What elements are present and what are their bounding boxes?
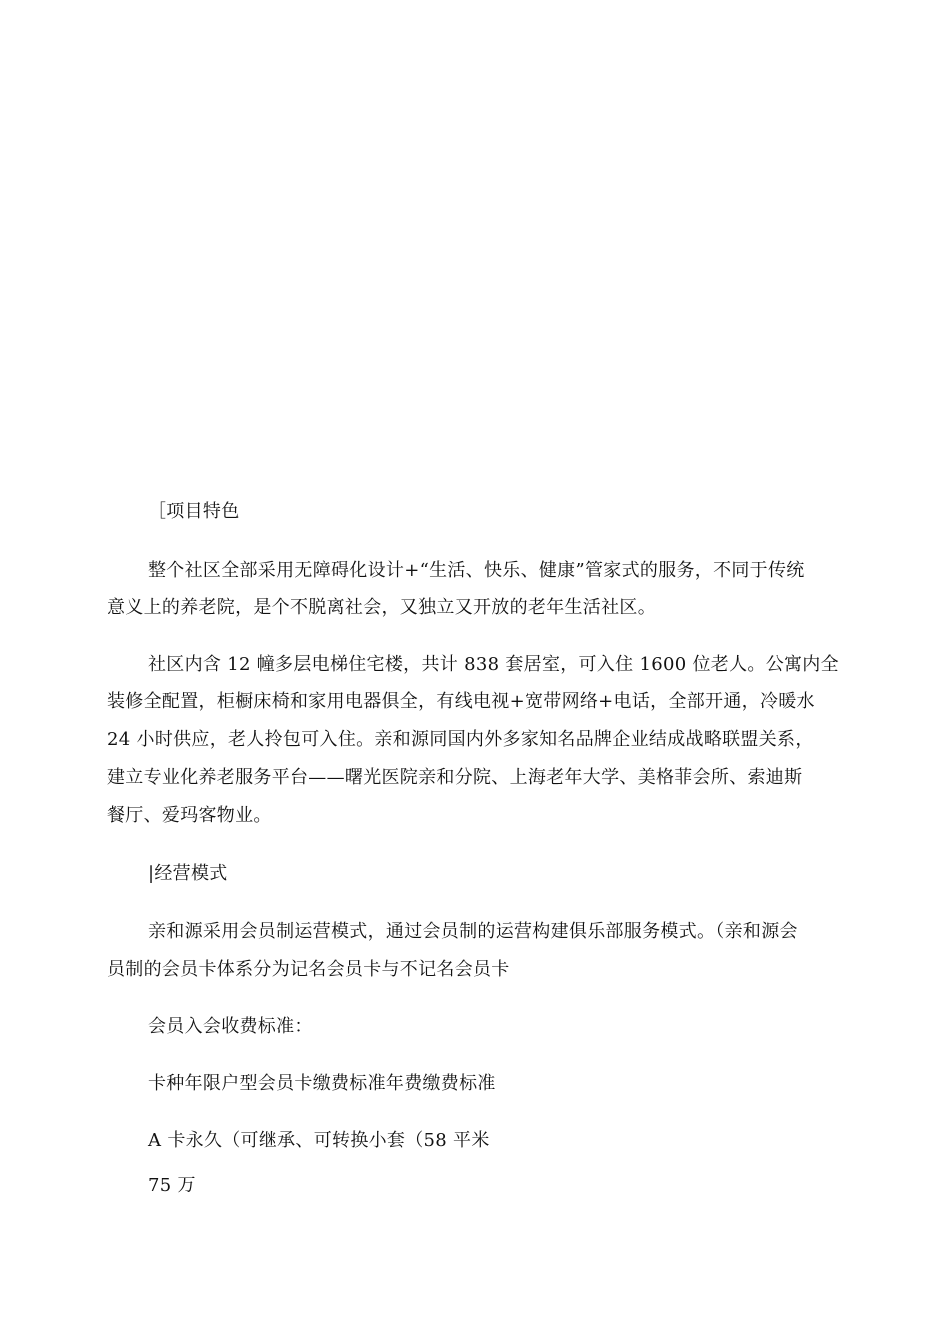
card-a-row: A 卡永久（可继承、可转换小套（58 平米 xyxy=(148,1130,490,1151)
card-a-price: 75 万 xyxy=(148,1175,196,1196)
paragraph-1-line-2: 意义上的养老院，是个不脱离社会，又独立又开放的老年生活社区。 xyxy=(107,597,656,618)
paragraph-1-line-1: 整个社区全部采用无障碍化设计+“生活、快乐、健康”管家式的服务，不同于传统 xyxy=(148,560,805,581)
section-heading-features: ［项目特色 xyxy=(148,501,240,522)
paragraph-2-line-4: 建立专业化养老服务平台——曙光医院亲和分院、上海老年大学、美格菲会所、索迪斯 xyxy=(107,767,803,788)
paragraph-3-line-1: 亲和源采用会员制运营模式，通过会员制的运营构建俱乐部服务模式。（亲和源会 xyxy=(148,921,798,942)
section-heading-operation: |经营模式 xyxy=(148,863,228,884)
paragraph-3-line-2: 员制的会员卡体系分为记名会员卡与不记名会员卡 xyxy=(107,959,510,980)
paragraph-2-line-2: 装修全配置，柜橱床椅和家用电器俱全，有线电视+宽带网络+电话，全部开通，冷暖水 xyxy=(107,691,815,712)
paragraph-2-line-5: 餐厅、爱玛客物业。 xyxy=(107,805,272,826)
fee-standard-label: 会员入会收费标准： xyxy=(148,1016,313,1037)
paragraph-2-line-1: 社区内含 12 幢多层电梯住宅楼，共计 838 套居室，可入住 1600 位老人。公寓内全 xyxy=(148,654,839,675)
paragraph-2-line-3: 24 小时供应，老人拎包可入住。亲和源同国内外多家知名品牌企业结成战略联盟关系， xyxy=(107,729,814,750)
fee-table-header: 卡种年限户型会员卡缴费标准年费缴费标准 xyxy=(148,1073,496,1094)
